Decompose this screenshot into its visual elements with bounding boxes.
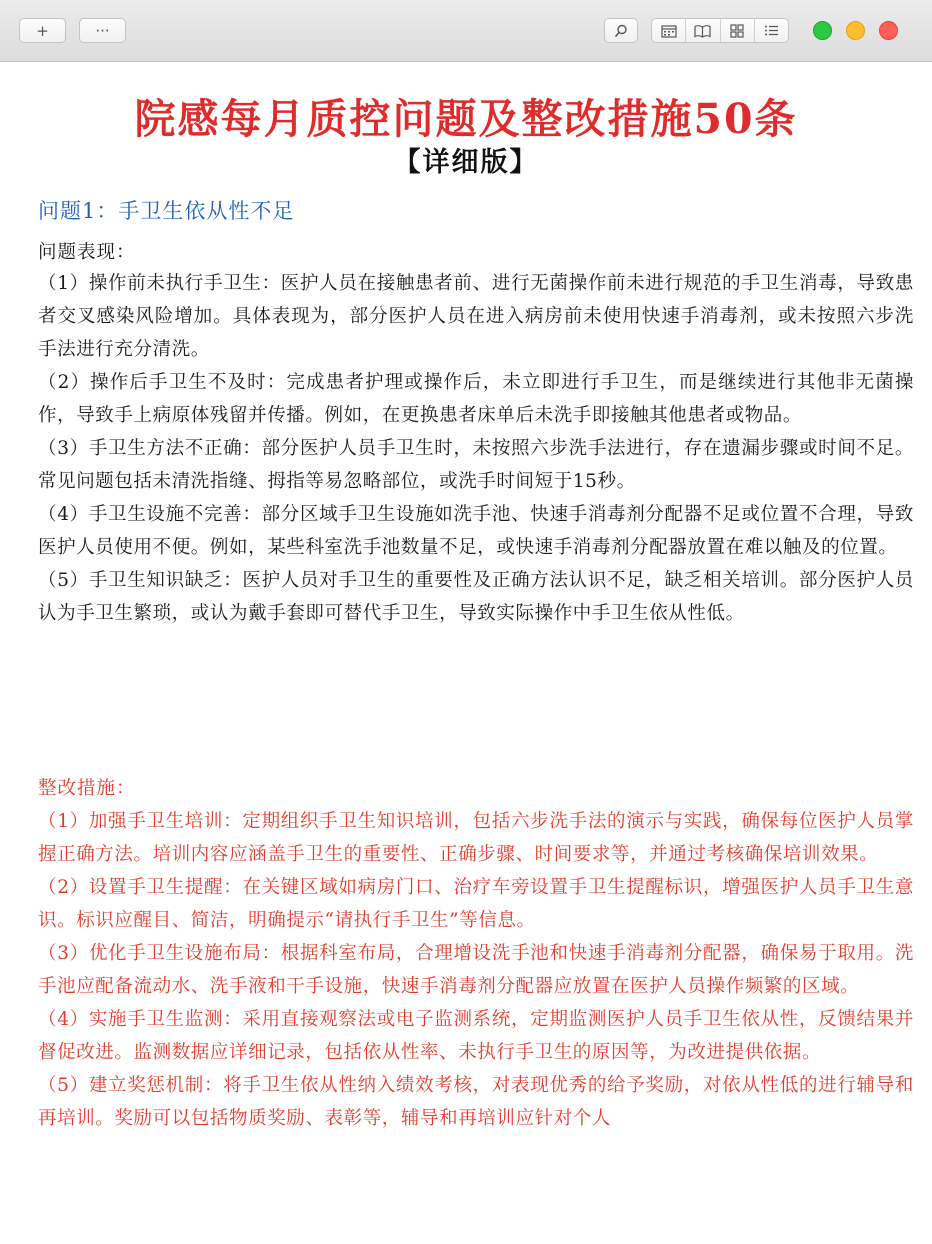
problem-label: 问题表现： (38, 242, 136, 263)
problem-item: （1）操作前未执行手卫生：医护人员在接触患者前、进行无菌操作前未进行规范的手卫生消毒，导致患者交叉感染风险增加。具体表现为，部分医护人员在进入病房前未使用快速手消毒剂，或未按照六步洗手法进行充分清洗。 (38, 273, 914, 360)
more-button[interactable]: ··· (79, 18, 126, 43)
problem-item: （5）手卫生知识缺乏：医护人员对手卫生的重要性及正确方法认识不足，缺乏相关培训。部分医护人员认为手卫生繁琐，或认为戴手套即可替代手卫生，导致实际操作中手卫生依从性低。 (38, 570, 914, 624)
calendar-view-button[interactable] (652, 19, 686, 42)
problem-item: （2）操作后手卫生不及时：完成患者护理或操作后，未立即进行手卫生，而是继续进行其他非无菌操作，导致手上病原体残留并传播。例如，在更换患者床单后未洗手即接触其他患者或物品。 (38, 372, 914, 426)
measures-label: 整改措施： (38, 778, 136, 799)
measure-item: （1）加强手卫生培训：定期组织手卫生知识培训，包括六步洗手法的演示与实践，确保每位医护人员掌握正确方法。培训内容应涵盖手卫生的重要性、正确步骤、时间要求等，并通过考核确保培训效果。 (38, 811, 914, 865)
measure-item: （3）优化手卫生设施布局：根据科室布局，合理增设洗手池和快速手消毒剂分配器，确保易于取用。洗手池应配备流动水、洗手液和干手设施，快速手消毒剂分配器应放置在医护人员操作频繁的区域。 (38, 943, 914, 997)
document-page (0, 62, 932, 1244)
document-title: 院感每月质控问题及整改措施50条 (134, 95, 798, 143)
close-window-button[interactable] (879, 21, 898, 40)
measure-item: （4）实施手卫生监测：采用直接观察法或电子监测系统，定期监测医护人员手卫生依从性，反馈结果并督促改进。监测数据应详细记录，包括依从性率、未执行手卫生的原因等，为改进提供依据。 (38, 1009, 914, 1063)
calendar-icon (661, 24, 677, 38)
problem-item: （4）手卫生设施不完善：部分区域手卫生设施如洗手池、快速手消毒剂分配器不足或位置不合理，导致医护人员使用不便。例如，某些科室洗手池数量不足，或快速手消毒剂分配器放置在难以触及的位置。 (38, 504, 914, 558)
book-view-button[interactable] (686, 19, 720, 42)
grid-icon (730, 24, 744, 38)
problem-item: （3）手卫生方法不正确：部分医护人员手卫生时，未按照六步洗手法进行，存在遗漏步骤或时间不足。常见问题包括未清洗指缝、拇指等易忽略部位，或洗手时间短于15秒。 (38, 438, 914, 492)
problem-list (38, 267, 914, 630)
problem-heading: 问题1：手卫生依从性不足 (38, 199, 295, 223)
list-view-button[interactable] (755, 19, 788, 42)
grid-view-button[interactable] (721, 19, 755, 42)
search-button[interactable] (604, 18, 638, 43)
search-icon (614, 24, 628, 38)
measure-item: （2）设置手卫生提醒：在关键区域如病房门口、治疗车旁设置手卫生提醒标识，增强医护人员手卫生意识。标识应醒目、简洁，明确提示“请执行手卫生”等信息。 (38, 877, 914, 931)
zoom-window-button[interactable] (813, 21, 832, 40)
list-icon (764, 24, 779, 37)
view-mode-segment (651, 18, 789, 43)
measures-list (38, 805, 914, 1135)
measure-item: （5）建立奖惩机制：将手卫生依从性纳入绩效考核，对表现优秀的给予奖励，对依从性低的进行辅导和再培训。奖励可以包括物质奖励、表彰等，辅导和再培训应针对个人 (38, 1075, 914, 1129)
document-subtitle: 【详细版】 (393, 147, 539, 178)
minimize-window-button[interactable] (846, 21, 865, 40)
new-tab-button[interactable]: + (19, 18, 66, 43)
window-toolbar (0, 0, 932, 62)
book-icon (694, 24, 711, 38)
